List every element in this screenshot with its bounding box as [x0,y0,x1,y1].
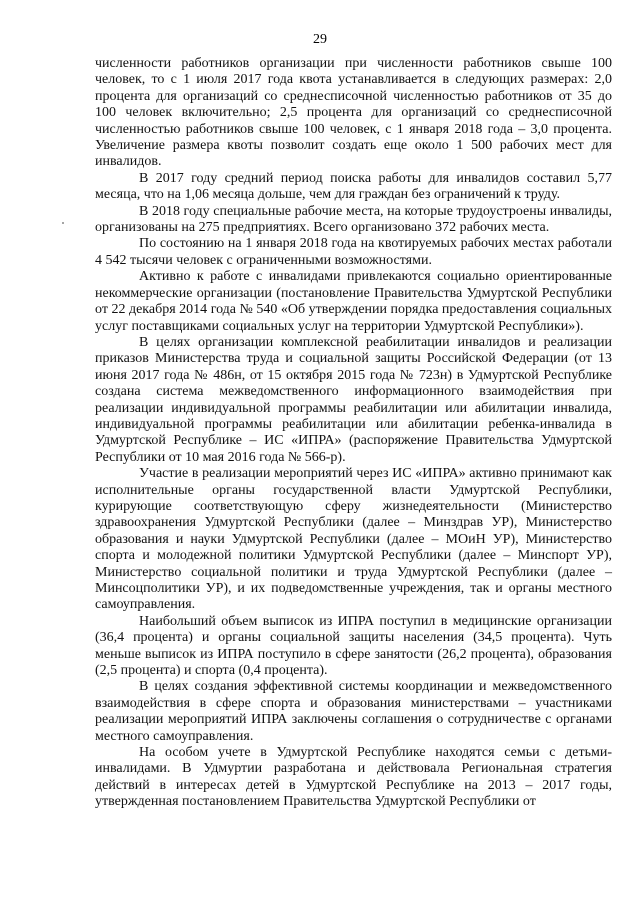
page-number: 29 [313,32,327,47]
document-body [95,56,612,811]
margin-dot [62,222,64,224]
paragraph-job-search-period: В 2017 году средний период поиска работы для инвалидов составил 5,77 месяца, что на 1,06 месяца дольше, чем для граждан без ограничений к труду. [95,170,612,203]
paragraph-ipra-participants: Участие в реализации мероприятий через ИС «ИПРА» активно принимают как исполнительные органы государственной власти Удмуртской Республики, курирующие соответствующую сферу жизнедеятельности (Министерство здравоохранения Удмуртской Республики (далее – Минздрав УР), Министерство образования и науки Удмуртской Республики (далее – МОиН УР), Министерство спорта и молодежной политики Удмуртской Республики (далее – Минспорт УР), Министерство социальной политики и труда Удмуртской Республики (далее – Минсоцполитики УР), и их подведомственные учреждения, так и органы местного самоуправления. [95,466,612,613]
paragraph-special-workplaces: В 2018 году специальные рабочие места, на которые трудоустроены инвалиды, организованы на 275 предприятиях. Всего организовано 372 рабочих места. [95,203,612,236]
paragraph-ipra-statistics: Наибольший объем выписок из ИПРА поступил в медицинские организации (36,4 процента) и органы социальной защиты населения (34,5 процента). Чуть меньше выписок из ИПРА поступило в сфере занятости (26,2 процента), образования (2,5 процента) и спорта (0,4 процента). [95,613,612,679]
paragraph-ipra-system: В целях организации комплексной реабилитации инвалидов и реализации приказов Министерства труда и социальной защиты Российской Федерации (от 13 июня 2017 года № 486н, от 15 октября 2015 года № 723н) в Удмуртской Республике создана система межведомственного информационного взаимодействия при реализации индивидуальной программы реабилитации или абилитации инвалида, индивидуальной программы реабилитации или абилитации ребенка-инвалида в Удмуртской Республике – ИС «ИПРА» (распоряжение Правительства Удмуртской Республики от 10 мая 2016 года № 566-р). [95,334,612,465]
paragraph-quota-workplaces: По состоянию на 1 января 2018 года на квотируемых рабочих местах работали 4 542 тысячи человек с ограниченными возможностями. [95,236,612,268]
paragraph-families-children: На особом учете в Удмуртской Республике находятся семьи с детьми-инвалидами. В Удмуртии разработана и действовала Региональная стратегия действий в интересах детей в Удмуртской Республике на 2013 – 2017 годы, утвержденная постановлением Правительства Удмуртской Республики от [95,745,612,810]
paragraph-quota-sizes: численности работников организации при численности работников свыше 100 человек, то с 1 июля 2017 года квота устанавливается в следующих размерах: 2,0 процента для организаций со среднесписочной численностью работников от 35 до 100 человек включительно; 2,5 процента для организаций со среднесписочной численностью работников свыше 100 человек, с 1 января 2018 года – 3,0 процента. Увеличение размера квоты позволит создать еще около 1 500 рабочих мест для инвалидов. [95,56,612,170]
paragraph-nonprofit-organizations: Активно к работе с инвалидами привлекаются социально ориентированные некоммерческие организации (постановление Правительства Удмуртской Республики от 22 декабря 2014 года № 540 «Об утверждении порядка предоставления социальных услуг поставщиками социальных услуг на территории Удмуртской Республики»). [95,269,612,334]
paragraph-coordination: В целях создания эффективной системы координации и межведомственного взаимодействия в сфере спорта и образования министерствами – участниками реализации мероприятий ИПРА заключены соглашения о сотрудничестве с органами местного самоуправления. [95,679,612,744]
